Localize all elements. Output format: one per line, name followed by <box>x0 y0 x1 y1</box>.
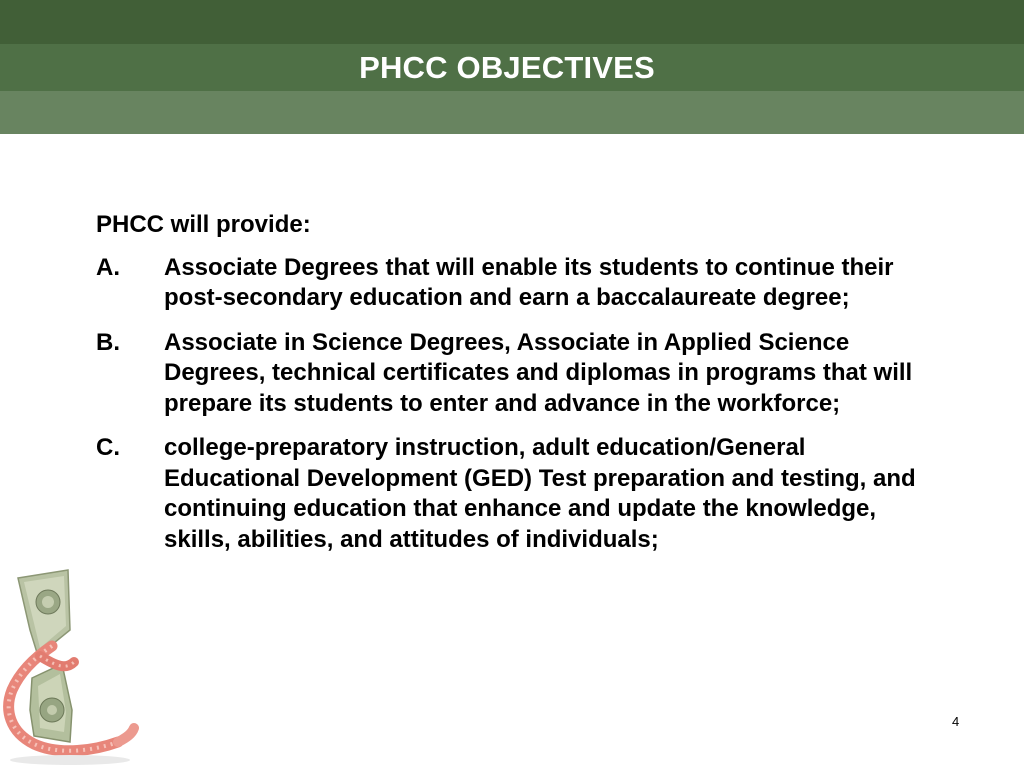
slide-body <box>96 210 946 569</box>
item-text: college-preparatory instruction, adult education/General Educational Development (GED) Test preparation and testing, and continuing education that enhance and update the knowledge, skills, abilities, and attitudes of individuals; <box>164 434 916 553</box>
objective-item-b <box>96 328 946 420</box>
header-band-top <box>0 0 1024 44</box>
item-letter: A. <box>96 253 120 281</box>
item-letter: C. <box>96 434 120 461</box>
dollar-bill-measuring-tape-icon <box>0 560 140 768</box>
objective-item-c <box>96 433 946 555</box>
slide-header <box>0 0 1024 134</box>
page-number: 4 <box>952 714 960 729</box>
item-text: Associate Degrees that will enable its students to continue their post-secondary education and earn a baccalaureate degree; <box>164 253 894 311</box>
item-letter: B. <box>96 328 120 356</box>
objective-item-a <box>96 253 946 314</box>
item-text: Associate in Science Degrees, Associate in Applied Science Degrees, technical certificates and diplomas in programs that will prepare its students to enter and advance in the workforce; <box>164 328 913 417</box>
slide-title: PHCC OBJECTIVES <box>359 50 655 85</box>
intro-text: PHCC will provide: <box>96 211 311 238</box>
header-band-bottom <box>0 91 1024 134</box>
